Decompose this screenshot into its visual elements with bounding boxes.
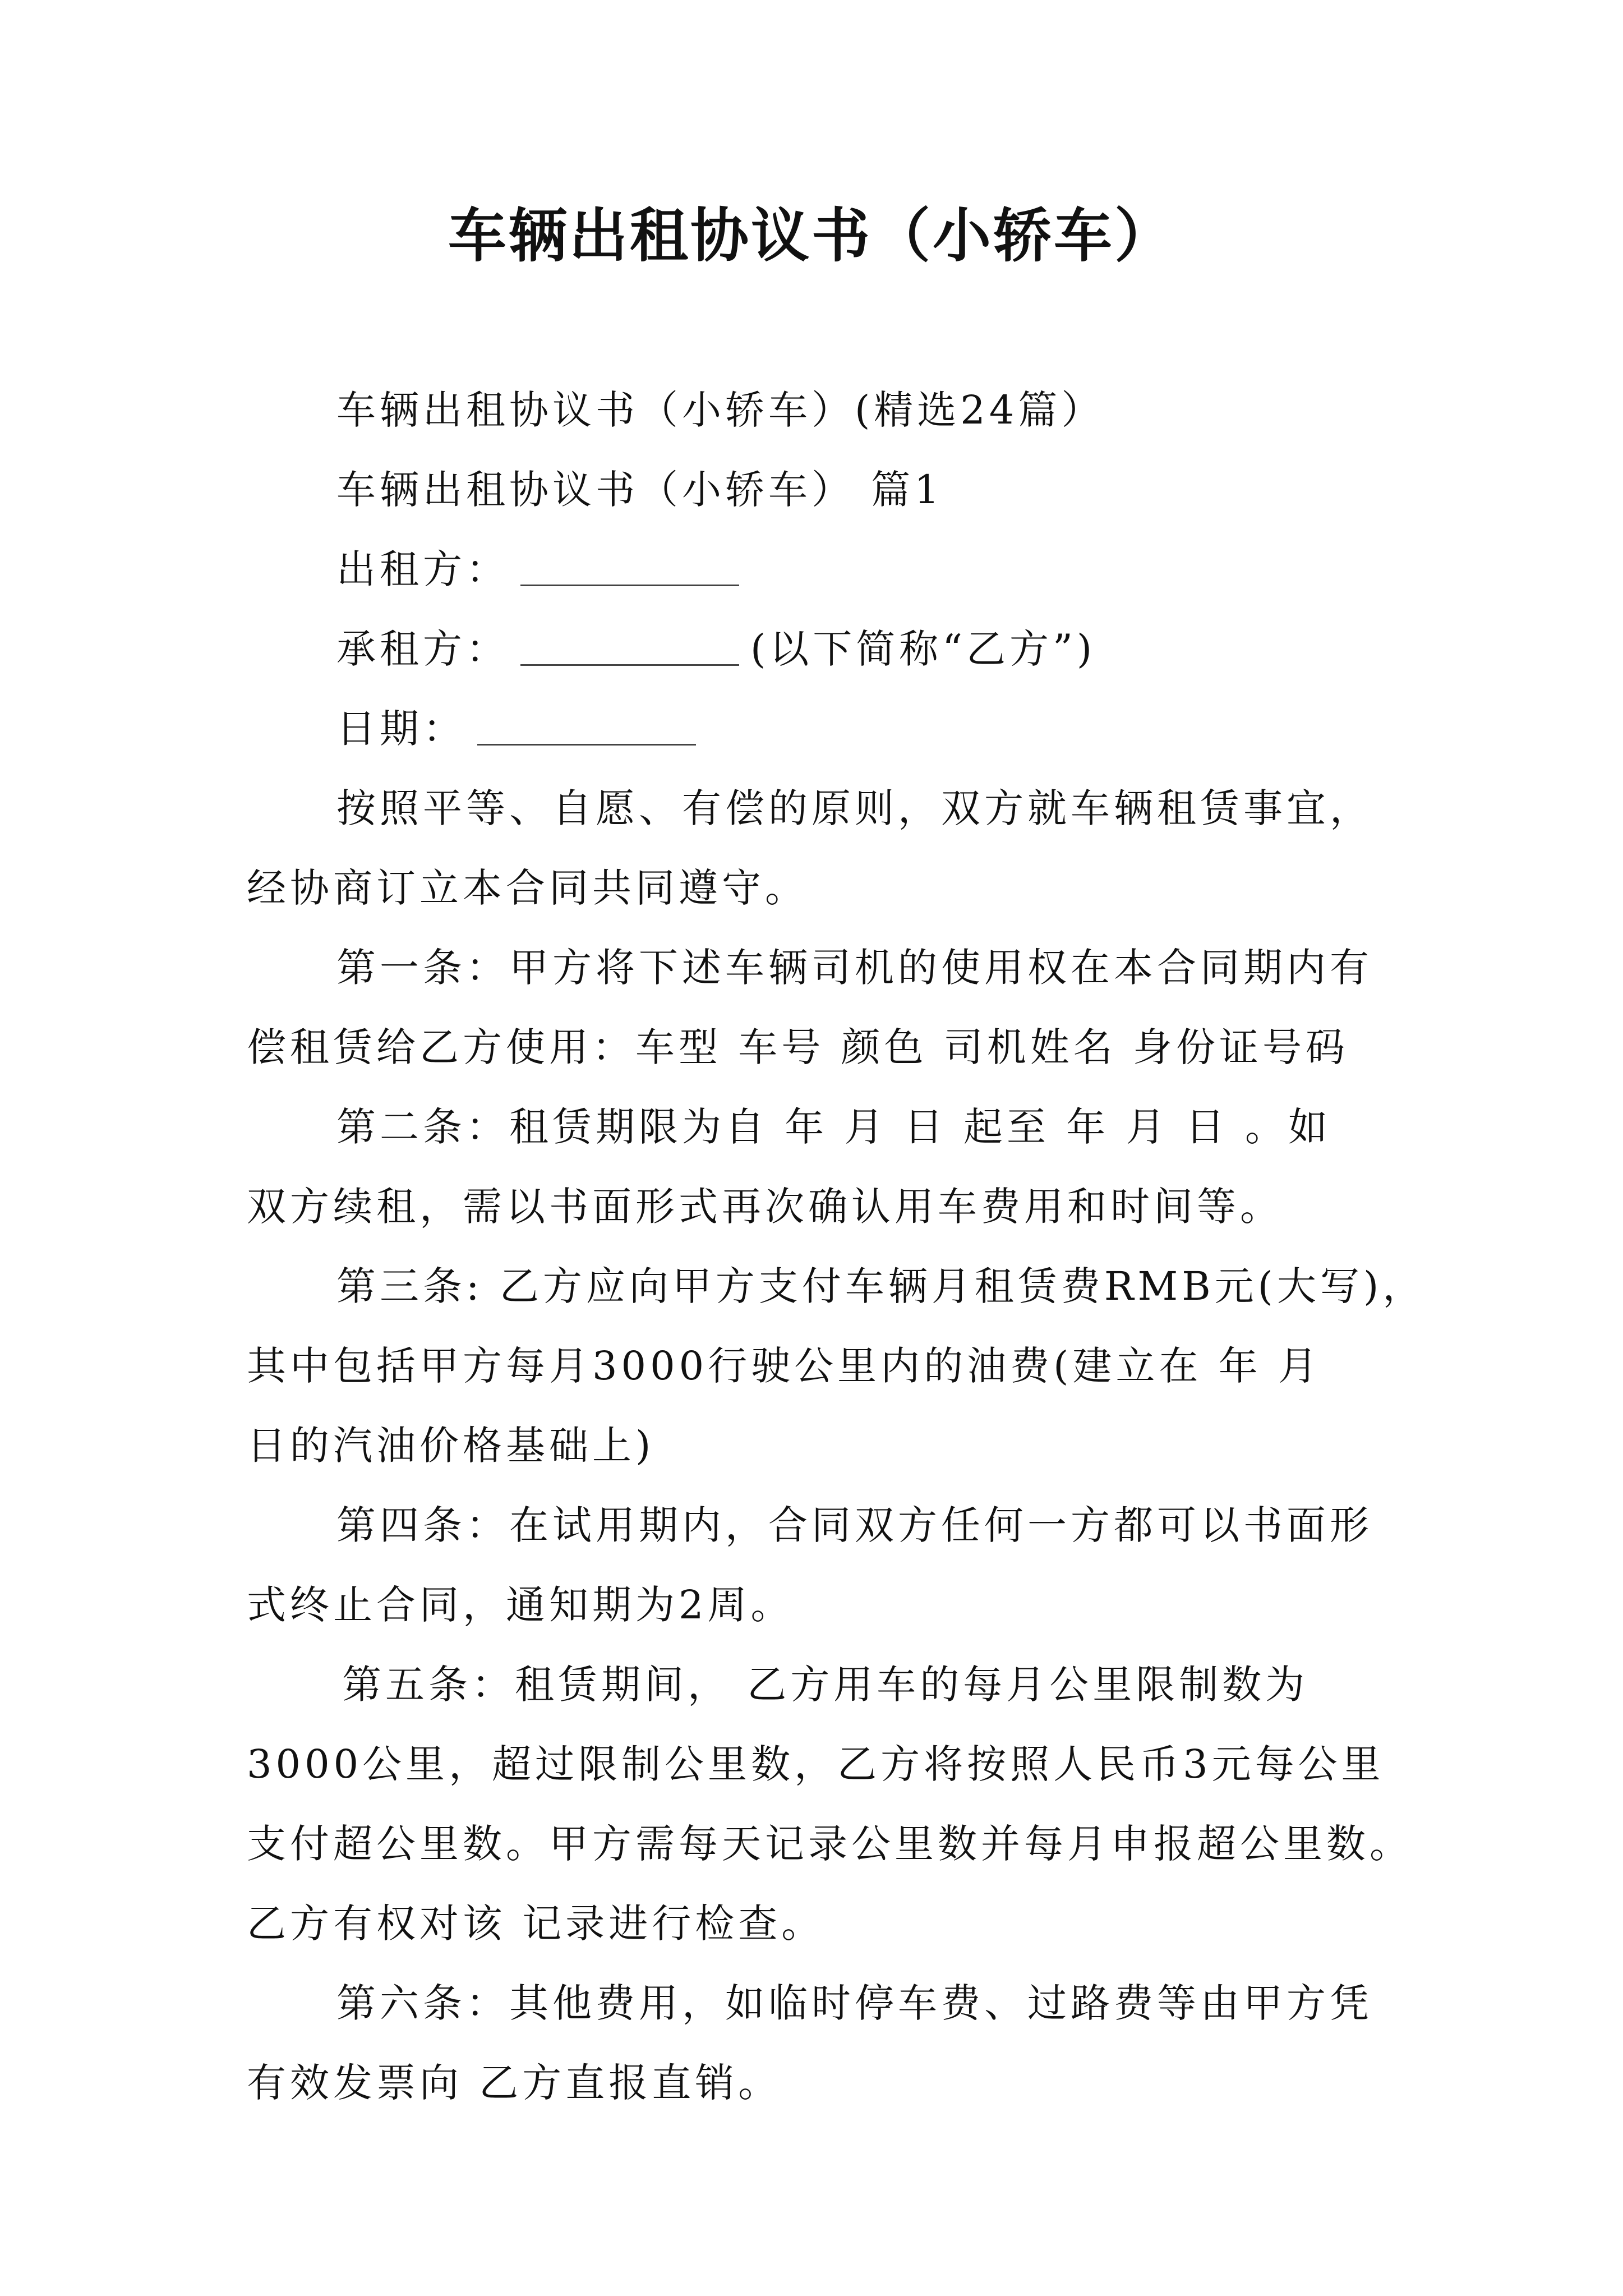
article-5-line: 乙方有权对该 记录进行检查。 (247, 1901, 825, 1947)
document-title: 车辆出租协议书（小轿车） (448, 201, 1175, 270)
subtitle-line: 车辆出租协议书（小轿车）(精选24篇） (336, 387, 1105, 433)
lessee-note: (以下简称“乙方”) (750, 626, 1096, 672)
lessor-field (247, 530, 1391, 609)
article-5-line: 支付超公里数。甲方需每天记录公里数并每月申报超公里数。 (247, 1821, 1413, 1867)
lessee-blank (520, 629, 739, 666)
article-2-line: 双方续租，需以书面形式再次确认用车费用和时间等。 (247, 1184, 1283, 1230)
article-3-line: 第三条: 乙方应向甲方支付车辆月租赁费RMB元(大写)， (336, 1263, 1426, 1309)
lessor-blank (520, 550, 739, 586)
article-4-line: 式终止合同，通知期为2周。 (247, 1582, 794, 1628)
paragraph-line: 按照平等、自愿、有偿的原则，双方就车辆租赁事宜， (336, 785, 1373, 831)
date-field (247, 689, 1391, 769)
article-4-line: 第四条：在试用期内，合同双方任何一方都可以书面形 (336, 1502, 1373, 1548)
article-3-line: 日的汽油价格基础上) (247, 1423, 655, 1469)
lessee-label: 承租方： (336, 626, 509, 672)
article-5-line: 第五条：租赁期间， 乙方用车的每月公里限制数为 (342, 1662, 1309, 1708)
article-1-line: 偿租赁给乙方使用：车型 车号 颜色 司机姓名 身份证号码 (247, 1024, 1349, 1070)
document-body (247, 370, 1426, 2123)
article-6-line: 有效发票向 乙方直报直销。 (247, 2060, 782, 2106)
section-heading: 车辆出租协议书（小轿车） 篇1 (336, 467, 943, 513)
date-label: 日期： (336, 706, 466, 752)
article-2-line: 第二条：租赁期限为自 年 月 日 起至 年 月 日 。如 (336, 1104, 1332, 1150)
article-1-line: 第一条：甲方将下述车辆司机的使用权在本合同期内有 (336, 945, 1373, 991)
paragraph-line: 经协商订立本合同共同遵守。 (247, 865, 808, 911)
date-blank (477, 709, 696, 746)
article-5-line: 3000公里，超过限制公里数，乙方将按照人民币3元每公里 (247, 1741, 1385, 1787)
article-3-line: 其中包括甲方每月3000行驶公里内的油费(建立在 年 月 (247, 1343, 1321, 1389)
lessee-field (247, 609, 1391, 689)
lessor-label: 出租方： (336, 546, 509, 592)
article-6-line: 第六条：其他费用，如临时停车费、过路费等由甲方凭 (336, 1980, 1373, 2026)
